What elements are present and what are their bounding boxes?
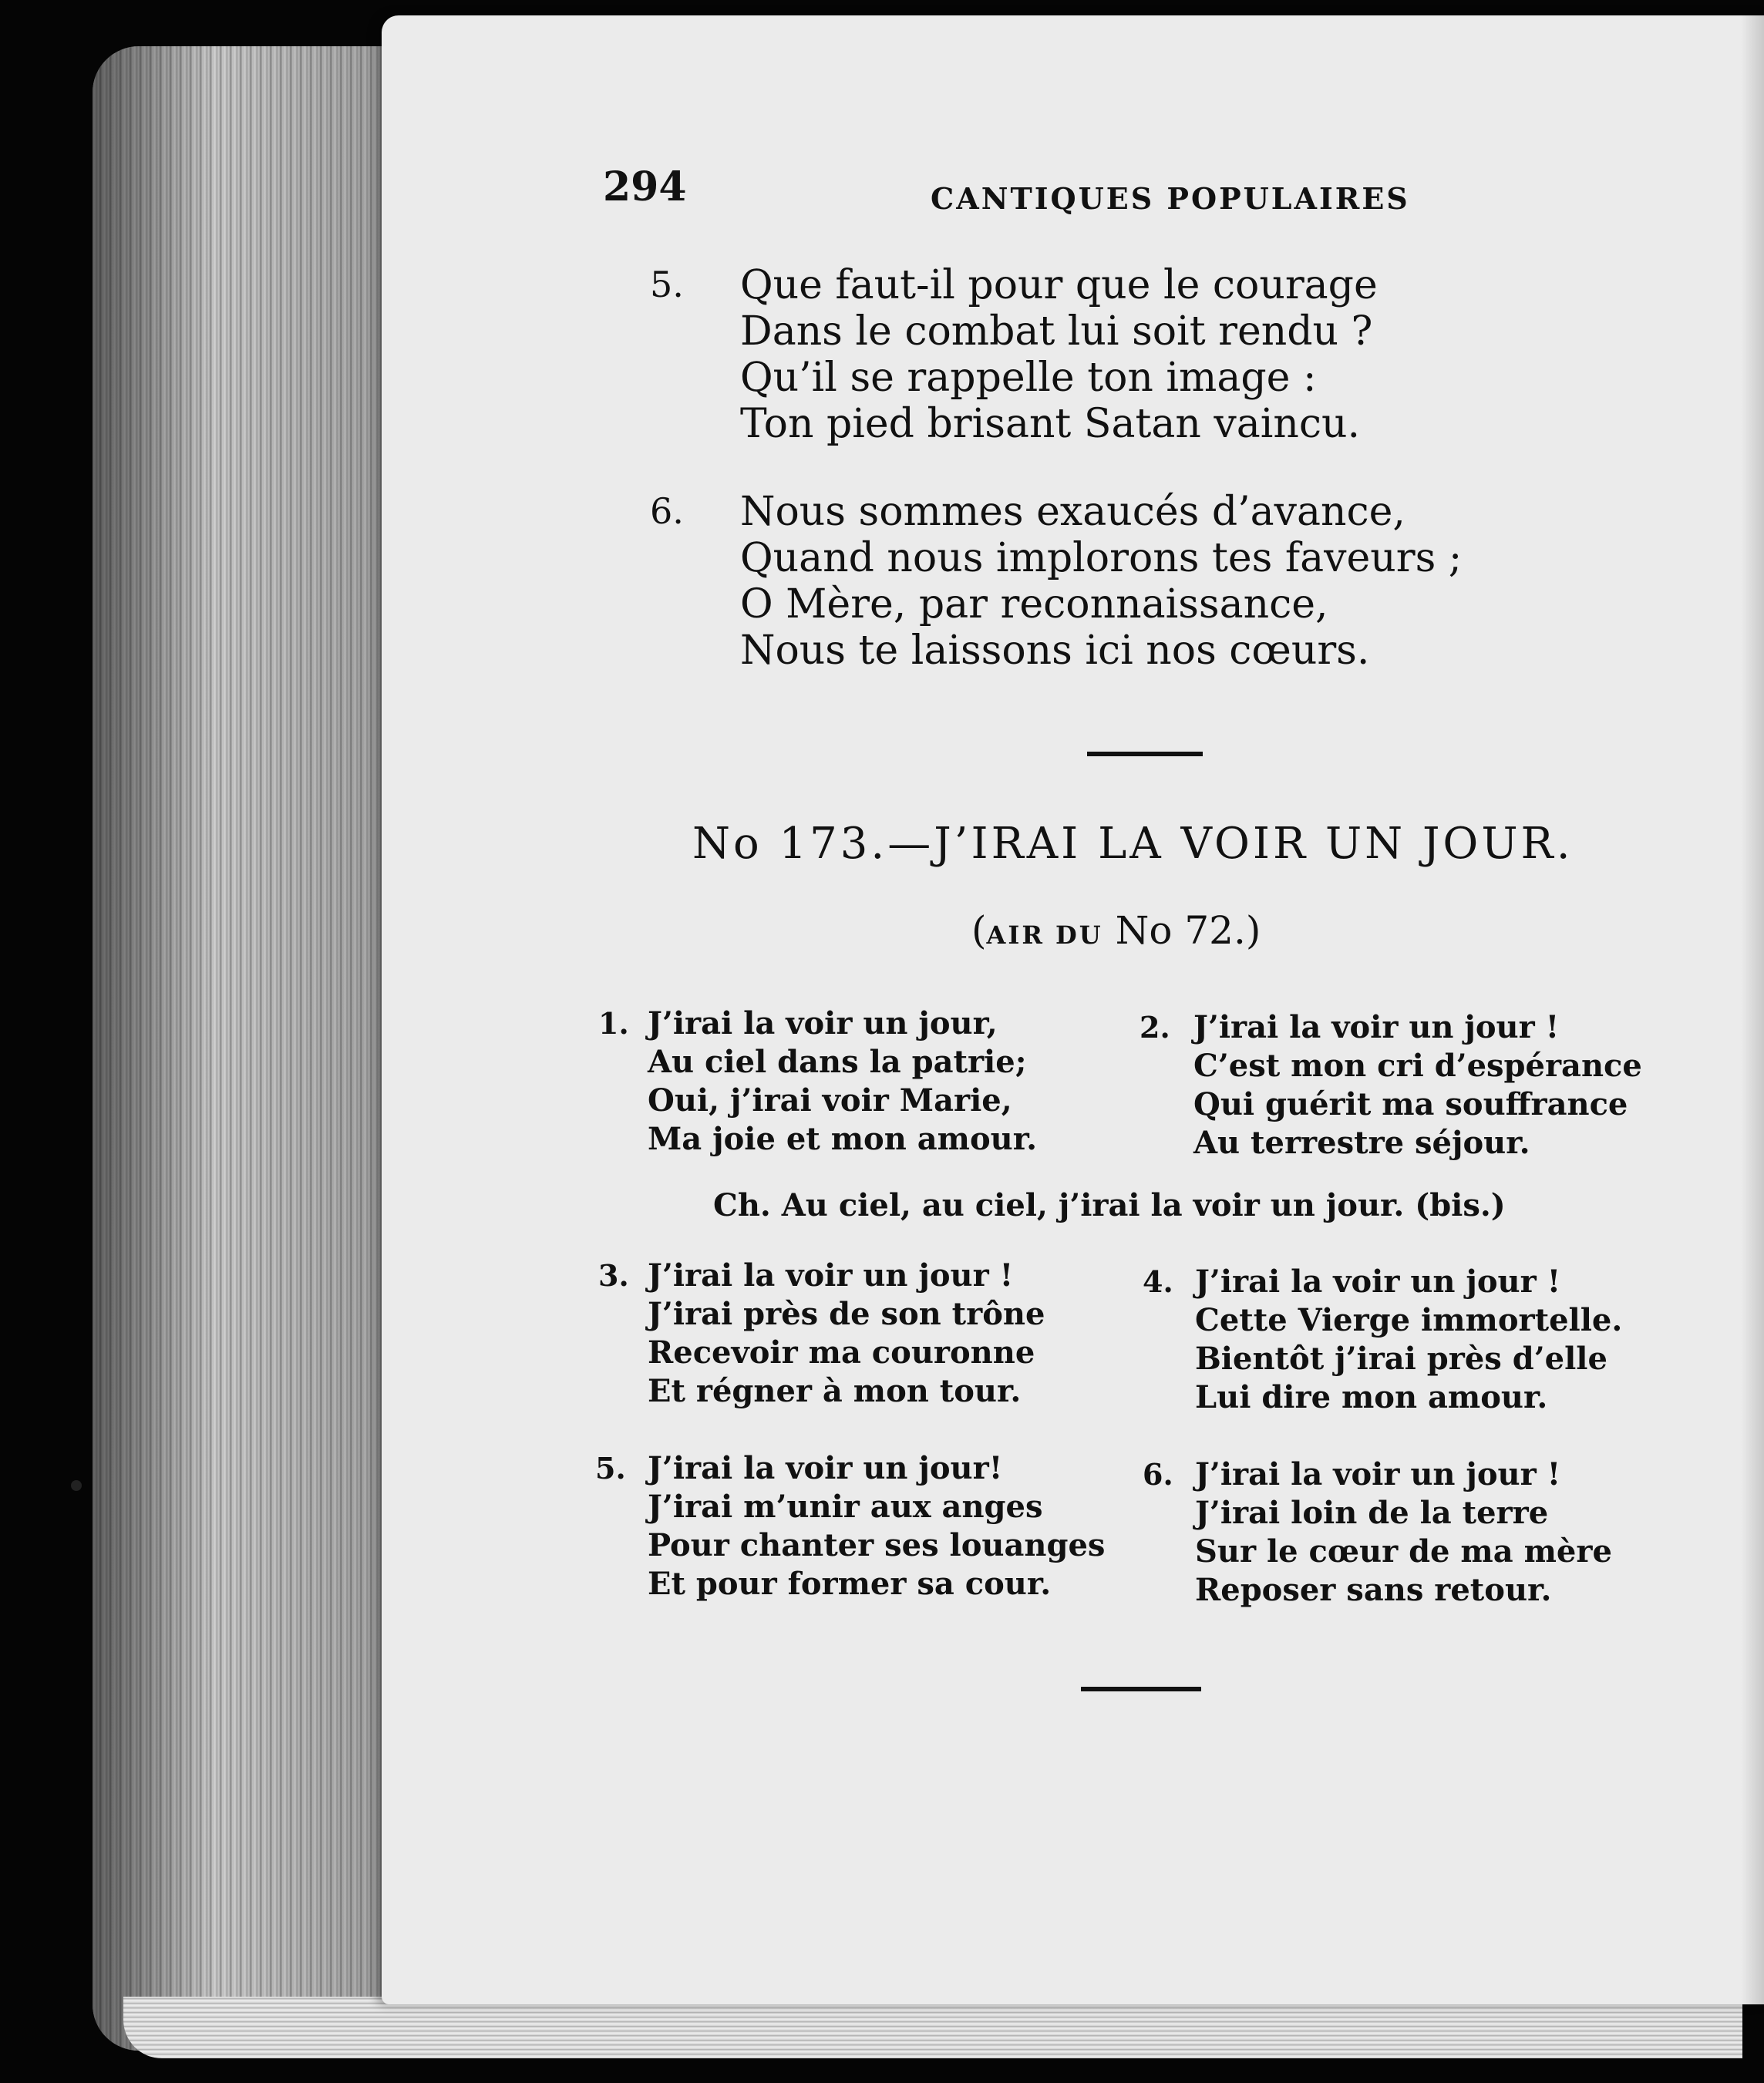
verse-line: Qui guérit ma souffrance <box>1193 1086 1628 1122</box>
verse-line: O Mère, par reconnaissance, <box>740 581 1328 628</box>
verse-line: Oui, j’irai voir Marie, <box>648 1082 1012 1119</box>
verse-line: Nous sommes exaucés d’avance, <box>740 489 1405 535</box>
stanza-5-new <box>648 1449 1105 1603</box>
verse-line: Reposer sans retour. <box>1195 1572 1552 1608</box>
stanza-2 <box>1193 1008 1642 1163</box>
verse-line: J’irai m’unir aux anges <box>648 1489 1043 1525</box>
verse-line: Recevoir ma couronne <box>648 1334 1035 1371</box>
verse-line: Et pour former sa cour. <box>648 1566 1052 1602</box>
stanza-number: 5. <box>650 264 684 305</box>
verse-line: Au ciel dans la patrie; <box>648 1044 1027 1080</box>
book-bottom-edge <box>123 1997 1742 2058</box>
section-divider <box>1087 752 1203 756</box>
verse-line: Quand nous implorons tes faveurs ; <box>740 535 1463 581</box>
verse-line: J’irai loin de la terre <box>1195 1495 1549 1531</box>
verse-line: J’irai la voir un jour ! <box>648 1257 1014 1294</box>
verse-line: J’irai la voir un jour! <box>648 1450 1003 1486</box>
stanza-number: 1. <box>598 1006 629 1041</box>
stanza-3 <box>648 1257 1045 1411</box>
tune-rest: No 72.) <box>1102 908 1261 953</box>
stanza-number: 6. <box>650 490 684 532</box>
page-gutter-shadow <box>1741 15 1764 2004</box>
tune-open: ( <box>971 908 987 953</box>
stanza-6 <box>740 489 1462 674</box>
verse-line: Qu’il se rappelle ton image : <box>740 355 1317 401</box>
verse-line: Lui dire mon amour. <box>1195 1379 1548 1415</box>
stanza-4 <box>1195 1263 1622 1417</box>
verse-line: J’irai la voir un jour ! <box>1195 1264 1561 1300</box>
stanza-6-new <box>1195 1455 1612 1610</box>
stanza-number: 4. <box>1143 1264 1173 1299</box>
verse-line: C’est mon cri d’espérance <box>1193 1048 1642 1084</box>
stanza-number: 3. <box>598 1258 629 1293</box>
verse-line: J’irai la voir un jour ! <box>1195 1456 1561 1492</box>
verse-line: Ma joie et mon amour. <box>648 1121 1038 1157</box>
stanza-number: 6. <box>1143 1457 1173 1492</box>
stanza-1 <box>648 1004 1037 1159</box>
verse-line: J’irai la voir un jour ! <box>1193 1009 1560 1045</box>
stanza-number: 2. <box>1140 1010 1170 1045</box>
book-edge-shadow <box>93 46 401 2051</box>
verse-line: Nous te laissons ici nos cœurs. <box>740 628 1370 674</box>
verse-line: Et régner à mon tour. <box>648 1373 1022 1409</box>
stanza-5 <box>740 262 1378 447</box>
dust-speck <box>71 1480 82 1491</box>
hymn-title: No 173.—J’IRAI LA VOIR UN JOUR. <box>692 819 1574 869</box>
verse-line: Cette Vierge immortelle. <box>1195 1302 1623 1338</box>
stanza-number: 5. <box>595 1451 626 1486</box>
running-head: CANTIQUES POPULAIRES <box>931 181 1410 216</box>
verse-line: J’irai près de son trône <box>648 1296 1045 1332</box>
page-number: 294 <box>603 163 687 210</box>
verse-line: Au terrestre séjour. <box>1193 1125 1530 1161</box>
verse-line: J’irai la voir un jour, <box>648 1005 998 1042</box>
verse-line: Bientôt j’irai près d’elle <box>1195 1341 1607 1377</box>
section-divider <box>1081 1687 1201 1691</box>
chorus: Ch. Au ciel, au ciel, j’irai la voir un jour. (bis.) <box>713 1187 1506 1223</box>
verse-line: Pour chanter ses louanges <box>648 1527 1106 1563</box>
verse-line: Que faut-il pour que le courage <box>740 262 1378 308</box>
verse-line: Dans le combat lui soit rendu ? <box>740 308 1373 355</box>
hymn-tune <box>971 908 1261 953</box>
verse-line: Ton pied brisant Satan vaincu. <box>740 401 1361 447</box>
verse-line: Sur le cœur de ma mère <box>1195 1533 1612 1570</box>
tune-smallcaps: AIR DU <box>986 920 1103 950</box>
